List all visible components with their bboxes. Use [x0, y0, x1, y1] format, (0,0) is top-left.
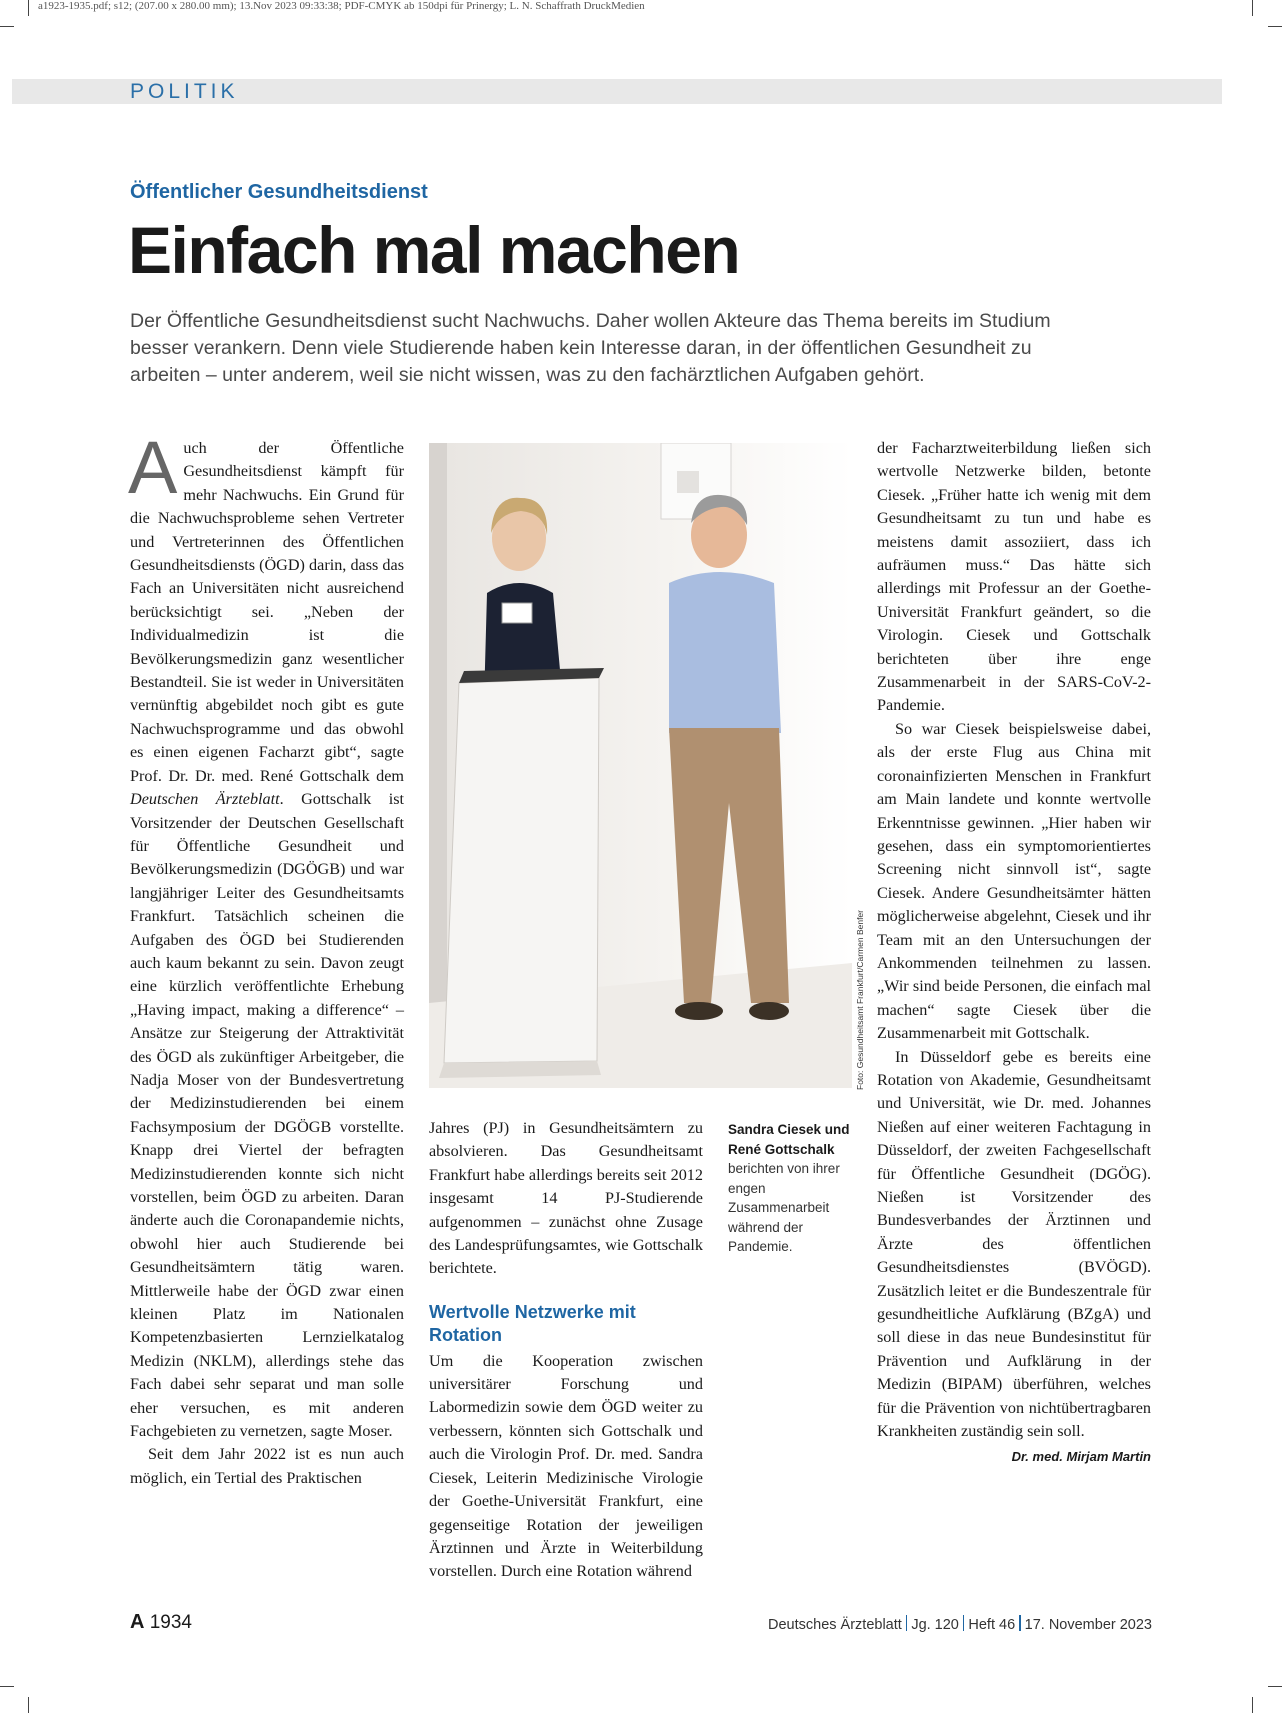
drop-cap: A [128, 426, 178, 509]
paragraph [128, 426, 404, 1443]
journal-footer [768, 1615, 1152, 1633]
paragraph: der Facharztweiterbildung ließen sich wertvolle Netzwerke bilden, betonte Ciesek. „Früher hatte ich wenig mit dem Gesundheitsamt zu tun und habe es meistens damit assoziiert, dass ich aufräumen muss.“ Das hätte sich allerdings mit Professur an der Goethe-Universität Frankfurt geändert, so die Virologin. Ciesek und Gottschalk berichteten über ihre enge Zusammenarbeit in der SARS-CoV-2-Pandemie. [877, 439, 1151, 715]
crop-mark [1268, 1686, 1282, 1687]
article-headline: Einfach mal machen [128, 213, 740, 287]
page-number [130, 1611, 192, 1634]
crop-mark [1252, 0, 1253, 16]
journal-name: Deutsches Ärzteblatt [768, 1617, 902, 1633]
caption-names: Sandra Ciesek und René Gottschalk [728, 1122, 850, 1157]
text-column-2 [429, 1117, 703, 1584]
photo-illustration [429, 443, 852, 1088]
crop-mark [1252, 1697, 1253, 1713]
section-label: POLITIK [130, 80, 239, 103]
separator [906, 1615, 908, 1631]
paragraph: Seit dem Jahr 2022 ist es nun auch möglich, ein Tertial des Praktischen [130, 1445, 404, 1487]
paragraph-text: uch der Öffentliche Gesundheitsdienst kämpft für mehr Nachwuchs. Ein Grund für die Nachwuchsprobleme sehen Vertreter und Vertreterinnen des Öffentlichen Gesundheitsdiensts (ÖGD) darin, dass das Fach an Universitäten nicht ausreichend berücksichtigt sei. „Neben der Individualmedizin ist die Bevölkerungsmedizin ganz wesentlicher Bestandteil. Sie ist weder in Universitäten vernünftig abgebildet noch gibt es gute Nachwuchsprogramme und das obwohl es einen eigenen Facharzt gibt“, sagte Prof. Dr. Dr. med. René Gottschalk dem [130, 439, 404, 785]
paragraph: Jahres (PJ) in Gesundheitsämtern zu absolvieren. Das Gesundheitsamt Frankfurt habe allerdings bereits seit 2012 insgesamt 14 PJ-Studierende aufgenommen – zunächst ohne Zusage des Landesprüfungsamtes, wie Gottschalk berichtete. [429, 1119, 703, 1278]
paragraph: Um die Kooperation zwischen universitärer Forschung und Labormedizin sowie dem ÖGD weiter zu verbessern, könnten sich Gottschalk und auch die Virologin Prof. Dr. med. Sandra Ciesek, Leiterin Medizinische Virologie der Goethe-Universität Frankfurt, eine gegenseitige Rotation der jeweiligen Ärztinnen und Ärzte in Weiterbildung vorstellen. Durch eine Rotation während [429, 1351, 703, 1581]
caption-text: berichten von ihrer engen Zusammenarbeit während der Pandemie. [728, 1161, 840, 1254]
article-photo [429, 443, 852, 1088]
paragraph-text: In Düsseldorf gebe es bereits eine Rotation von Akademie, Gesundheitsamt und Universität, wie Dr. med. Johannes Nießen auf einer weiteren Fachtagung in Düsseldorf, der zweiten Fachgesellschaft für Öffentliche Gesundheit (DGÖG). Nießen ist Vorsitzender des Bundesverbandes der Ärztinnen und Ärzte des öffentlichen Gesundheitsdienstes (BVÖGD). Zusätzlich leitet er die Bundeszentrale für gesundheitliche Aufklärung (BZgA) und soll diese in das neue Bundesinstitut für Prävention und Aufklärung in der Medizin (BIPAM) überführen, welches für die Prävention von nichtübertragbaren Krankheiten zuständig sein soll. [877, 1047, 1151, 1441]
article-kicker: Öffentlicher Gesundheitsdienst [130, 181, 428, 203]
author-byline: Dr. med. Mirjam Martin [1011, 1449, 1151, 1465]
crop-mark [28, 1697, 29, 1713]
crop-mark [1268, 26, 1282, 27]
crop-mark [0, 1686, 14, 1687]
article-lead: Der Öffentliche Gesundheitsdienst sucht Nachwuchs. Daher wollen Akteure das Thema bereits im Studium besser verankern. Denn viele Studierende haben kein Interesse daran, in der öffentlichen Gesundheit zu arbeiten – unter anderem, weil sie nicht wissen, was zu den fachärztlichen Aufgaben gehört. [130, 310, 1051, 386]
paragraph [877, 1046, 1151, 1465]
photo-caption [728, 1120, 856, 1257]
page-number-value: 1934 [149, 1612, 193, 1633]
separator [963, 1615, 965, 1631]
text-column-3 [877, 437, 1151, 1469]
journal-issue: Heft 46 [968, 1617, 1016, 1633]
journal-date: 17. November 2023 [1024, 1617, 1152, 1633]
page-prefix: A [130, 1611, 145, 1633]
paragraph: So war Ciesek beispielsweise dabei, als der erste Flug aus China mit coronainfizierten Menschen in Frankfurt am Main landete und konnte wertvolle Erkenntnisse gewinnen. „Hier haben wir gesehen, dass ein symptomorientiertes Screening nicht sinnvoll ist“, sagte Ciesek. Andere Gesundheitsämter hätten möglicherweise abgelehnt, Ciesek und ihr Team mit an den Untersuchungen der Ankommenden teilnehmen zu lassen. „Wir sind beide Personen, die einfach mal machen“ sagte Ciesek über die Zusammenarbeit mit Gottschalk. [877, 719, 1151, 1043]
crop-mark [0, 26, 14, 27]
subheading: Wertvolle Netzwerke mit Rotation [429, 1301, 636, 1346]
paragraph-text: . Gottschalk ist Vorsitzender der Deutschen Gesellschaft für Öffentliche Gesundheit und Bevölkerungsmedizin (DGÖGB) und war langjähriger Leiter des Gesundheitsamts Frankfurt. Tatsächlich scheinen die Aufgaben des ÖGD bei Studierenden auch kaum bekannt zu sein. Davon zeugt eine kürzlich veröffentlichte Erhebung „Having impact, making a difference“ – Ansätze zur Steigerung der Attraktivität des ÖGD als zukünftiger Arbeitgeber, die Nadja Moser von der Bundesvertretung der Medizinstudierenden bei einem Fachsymposium der DGÖGB vorstellte. Knapp drei Viertel der befragten Medizinstudierenden konnte sich nicht vorstellen, beim ÖGD zu arbeiten. Daran änderte auch die Coronapandemie nichts, obwohl hier auch Studierende bei Gesundheitsämtern tätig waren. Mittlerweile habe der ÖGD zwar einen kleinen Platz im Nationalen Kompetenzbasierten Lernzielkatalog Medizin (NKLM), allerdings stehe das Fach dabei sehr separat und man solle eher versuchen, es mit anderen Fachgebieten zu vernetzen, sagte Moser. [130, 790, 404, 1441]
separator [1019, 1615, 1021, 1631]
journal-volume: Jg. 120 [911, 1617, 959, 1633]
print-info-line: a1923-1935.pdf; s12; (207.00 x 280.00 mm); 13.Nov 2023 09:33:38; PDF-CMYK ab 150dpi für Prinergy; L. N. Schaffrath DruckMedien [38, 0, 645, 12]
crop-mark [28, 0, 29, 16]
photo-credit: Foto: Gesundheitsamt Frankfurt/Carmen Benfer [855, 910, 865, 1090]
publication-name: Deutschen Ärzteblatt [130, 790, 280, 809]
text-column-1 [128, 426, 404, 1490]
